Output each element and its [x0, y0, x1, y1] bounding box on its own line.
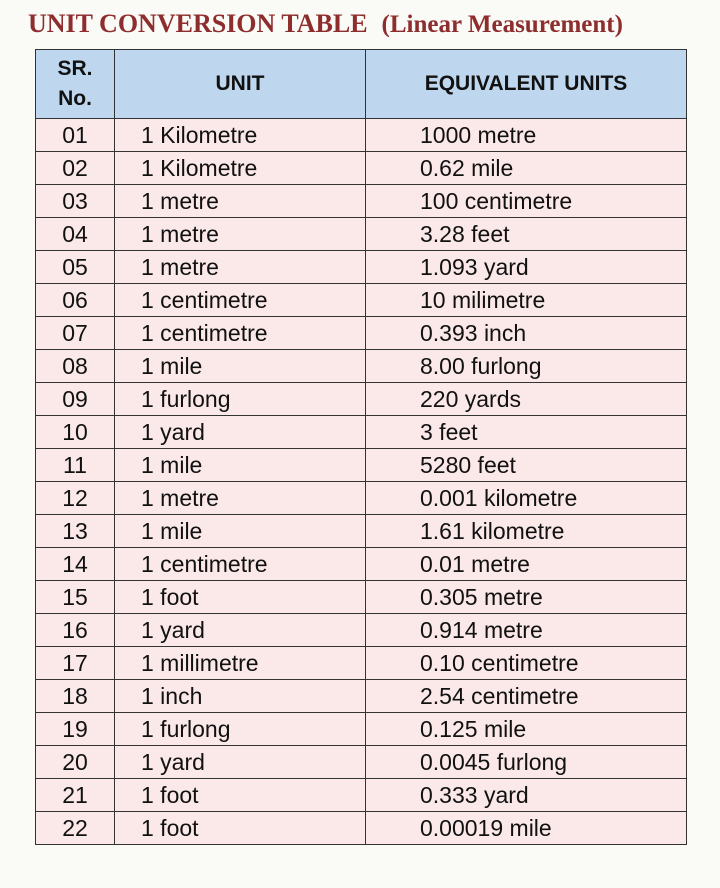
row-unit-cell: 1 foot: [115, 581, 366, 614]
row-equivalent-cell: 0.01 metre: [366, 548, 687, 581]
header-equivalent-units: EQUIVALENT UNITS: [366, 50, 687, 119]
row-equivalent-cell: 3.28 feet: [366, 218, 687, 251]
row-unit-cell: 1 Kilometre: [115, 119, 366, 152]
row-equivalent-cell: 0.10 centimetre: [366, 647, 687, 680]
table-row: [36, 350, 687, 383]
row-unit-cell: 1 yard: [115, 746, 366, 779]
row-equivalent-cell: 2.54 centimetre: [366, 680, 687, 713]
table-header-row: [36, 50, 687, 119]
table-row: [36, 317, 687, 350]
table-row: [36, 152, 687, 185]
table-row: [36, 119, 687, 152]
row-sr-no-cell: 03: [36, 185, 115, 218]
row-equivalent-cell: 0.62 mile: [366, 152, 687, 185]
row-equivalent-cell: 1.61 kilometre: [366, 515, 687, 548]
row-equivalent-cell: 0.0045 furlong: [366, 746, 687, 779]
row-sr-no-cell: 16: [36, 614, 115, 647]
table-row: [36, 779, 687, 812]
table-row: [36, 746, 687, 779]
table-row: [36, 581, 687, 614]
row-equivalent-cell: 10 milimetre: [366, 284, 687, 317]
row-equivalent-cell: 0.914 metre: [366, 614, 687, 647]
row-unit-cell: 1 foot: [115, 779, 366, 812]
table-row: [36, 548, 687, 581]
row-equivalent-cell: 1000 metre: [366, 119, 687, 152]
row-equivalent-cell: 0.001 kilometre: [366, 482, 687, 515]
row-unit-cell: 1 Kilometre: [115, 152, 366, 185]
row-unit-cell: 1 furlong: [115, 713, 366, 746]
table-row: [36, 812, 687, 845]
table-row: [36, 218, 687, 251]
row-sr-no-cell: 11: [36, 449, 115, 482]
row-equivalent-cell: 0.125 mile: [366, 713, 687, 746]
table-row: [36, 614, 687, 647]
row-unit-cell: 1 foot: [115, 812, 366, 845]
page-title: [28, 4, 623, 44]
row-equivalent-cell: 1.093 yard: [366, 251, 687, 284]
row-equivalent-cell: 0.333 yard: [366, 779, 687, 812]
row-sr-no-cell: 04: [36, 218, 115, 251]
row-sr-no-cell: 14: [36, 548, 115, 581]
row-sr-no-cell: 21: [36, 779, 115, 812]
table-row: [36, 284, 687, 317]
row-unit-cell: 1 metre: [115, 218, 366, 251]
table-row: [36, 449, 687, 482]
conversion-table: [35, 49, 687, 845]
row-unit-cell: 1 furlong: [115, 383, 366, 416]
table-row: [36, 515, 687, 548]
row-sr-no-cell: 18: [36, 680, 115, 713]
row-sr-no-cell: 12: [36, 482, 115, 515]
table-row: [36, 713, 687, 746]
table-row: [36, 251, 687, 284]
row-sr-no-cell: 22: [36, 812, 115, 845]
row-unit-cell: 1 centimetre: [115, 317, 366, 350]
row-equivalent-cell: 100 centimetre: [366, 185, 687, 218]
table-row: [36, 416, 687, 449]
row-sr-no-cell: 09: [36, 383, 115, 416]
row-sr-no-cell: 05: [36, 251, 115, 284]
row-unit-cell: 1 metre: [115, 251, 366, 284]
row-equivalent-cell: 0.393 inch: [366, 317, 687, 350]
row-equivalent-cell: 5280 feet: [366, 449, 687, 482]
row-sr-no-cell: 19: [36, 713, 115, 746]
row-sr-no-cell: 01: [36, 119, 115, 152]
table-row: [36, 647, 687, 680]
row-unit-cell: 1 mile: [115, 515, 366, 548]
row-sr-no-cell: 13: [36, 515, 115, 548]
row-sr-no-cell: 20: [36, 746, 115, 779]
table-row: [36, 482, 687, 515]
row-equivalent-cell: 0.00019 mile: [366, 812, 687, 845]
table-row: [36, 383, 687, 416]
title-subtitle: (Linear Measurement): [381, 11, 623, 38]
table-body: [36, 119, 687, 845]
row-sr-no-cell: 02: [36, 152, 115, 185]
row-sr-no-cell: 06: [36, 284, 115, 317]
table-row: [36, 185, 687, 218]
row-unit-cell: 1 mile: [115, 449, 366, 482]
header-unit: UNIT: [115, 50, 366, 119]
row-equivalent-cell: 220 yards: [366, 383, 687, 416]
row-unit-cell: 1 centimetre: [115, 284, 366, 317]
row-unit-cell: 1 yard: [115, 416, 366, 449]
row-sr-no-cell: 07: [36, 317, 115, 350]
row-equivalent-cell: 8.00 furlong: [366, 350, 687, 383]
row-sr-no-cell: 17: [36, 647, 115, 680]
row-sr-no-cell: 15: [36, 581, 115, 614]
row-unit-cell: 1 millimetre: [115, 647, 366, 680]
row-unit-cell: 1 metre: [115, 185, 366, 218]
title-main: UNIT CONVERSION TABLE: [28, 9, 368, 38]
row-unit-cell: 1 inch: [115, 680, 366, 713]
row-equivalent-cell: 3 feet: [366, 416, 687, 449]
row-unit-cell: 1 metre: [115, 482, 366, 515]
header-sr-no: [36, 50, 115, 119]
header-sr-line1: SR.: [57, 57, 93, 80]
row-unit-cell: 1 yard: [115, 614, 366, 647]
row-equivalent-cell: 0.305 metre: [366, 581, 687, 614]
row-sr-no-cell: 10: [36, 416, 115, 449]
row-sr-no-cell: 08: [36, 350, 115, 383]
row-unit-cell: 1 centimetre: [115, 548, 366, 581]
row-unit-cell: 1 mile: [115, 350, 366, 383]
table-row: [36, 680, 687, 713]
header-sr-line2: No.: [58, 87, 92, 110]
